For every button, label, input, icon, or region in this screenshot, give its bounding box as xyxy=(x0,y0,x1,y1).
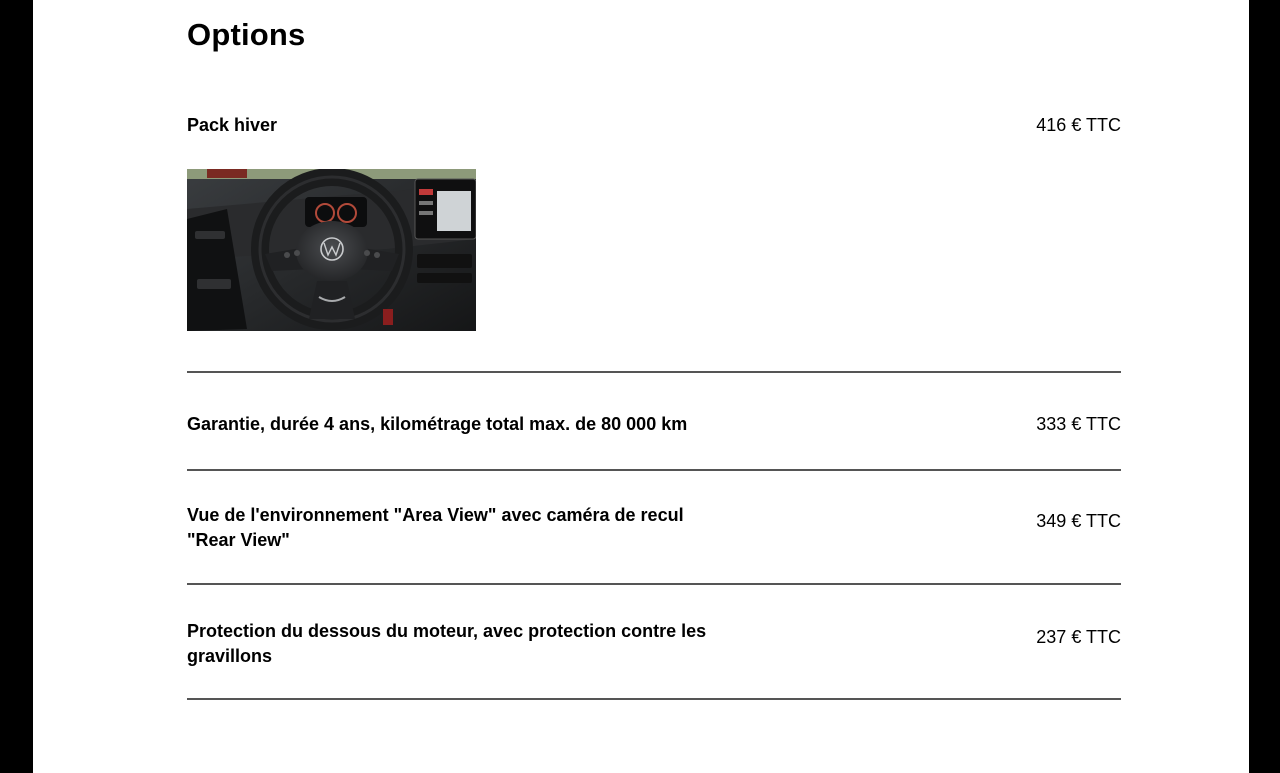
page-title: Options xyxy=(187,17,306,52)
steering-wheel-photo xyxy=(187,169,476,331)
option-name: Protection du dessous du moteur, avec protection contre les gravillons xyxy=(187,621,707,666)
option-name: Vue de l'environnement "Area View" avec caméra de recul "Rear View" xyxy=(187,505,684,550)
option-name: Garantie, durée 4 ans, kilométrage total max. de 80 000 km xyxy=(187,414,688,434)
divider xyxy=(187,583,1121,585)
divider xyxy=(187,698,1121,700)
option-price: 416 € TTC xyxy=(1036,115,1121,135)
option-price: 349 € TTC xyxy=(1036,511,1121,531)
page xyxy=(33,0,1249,773)
option-price: 333 € TTC xyxy=(1036,414,1121,434)
divider xyxy=(187,469,1121,471)
option-name: Pack hiver xyxy=(187,115,278,135)
divider xyxy=(187,371,1121,373)
option-price: 237 € TTC xyxy=(1036,627,1121,647)
